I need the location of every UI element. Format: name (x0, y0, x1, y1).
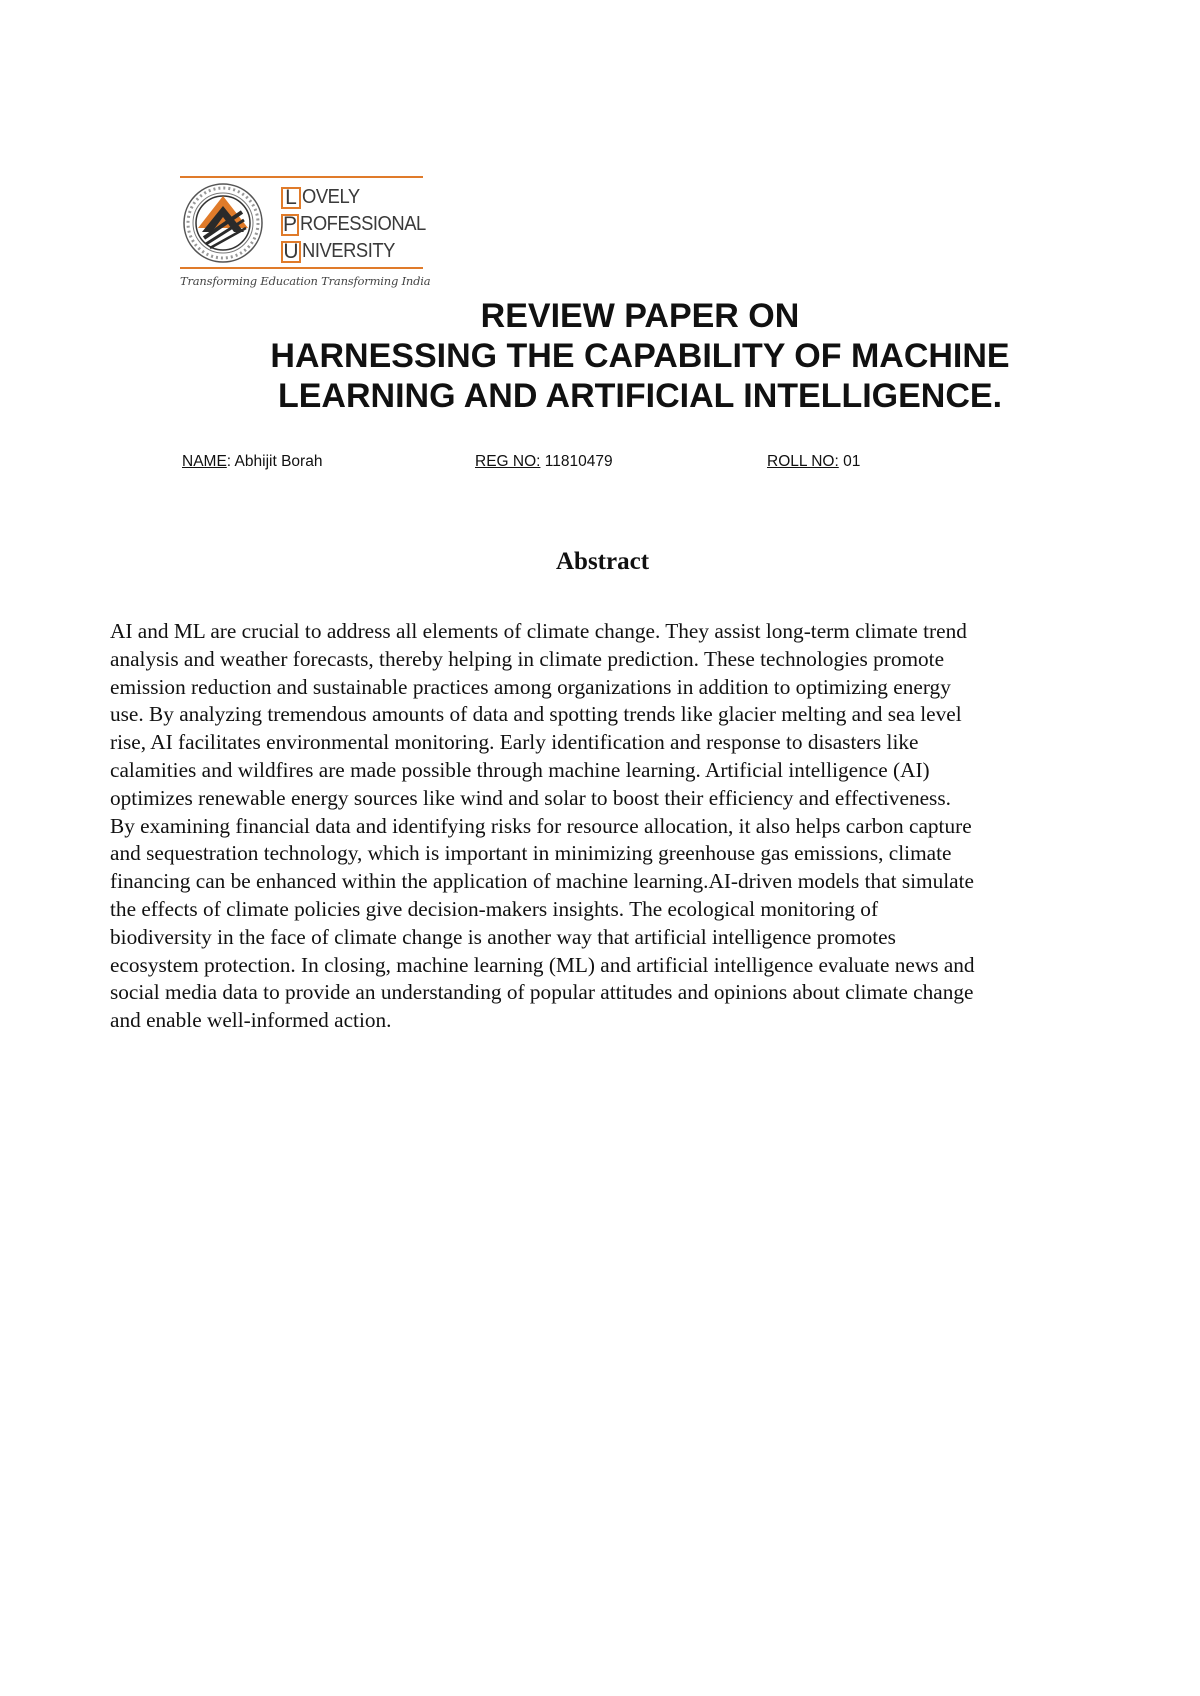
abstract-line: the effects of climate policies give decision-makers insights. The ecological monitoring of (110, 896, 879, 921)
name-value: : Abhijit Borah (226, 453, 323, 470)
reg-label: REG NO: (475, 453, 541, 470)
abstract-line: financing can be enhanced within the application of machine learning.AI-driven models that simulate (110, 869, 975, 894)
abstract-heading: Abstract (555, 548, 650, 575)
abstract-line: social media data to provide an understanding of popular attitudes and opinions about climate change (110, 980, 974, 1005)
title-line-2: HARNESSING THE CAPABILITY OF MACHINE (270, 337, 1010, 375)
abstract-line: use. By analyzing tremendous amounts of data and spotting trends like glacier melting and sea level (110, 702, 962, 727)
abstract-line: emission reduction and sustainable practices among organizations in addition to optimizing energy (110, 674, 951, 699)
roll-label: ROLL NO: (767, 453, 839, 470)
abstract-line: and sequestration technology, which is important in minimizing greenhouse gas emissions, climate (110, 841, 952, 866)
paper-title (100, 296, 1180, 416)
abstract-line: analysis and weather forecasts, thereby helping in climate prediction. These technologies promote (110, 646, 945, 671)
logo-top-rule (180, 176, 423, 178)
roll-number (767, 453, 860, 471)
abstract-line: and enable well-informed action. (110, 1008, 392, 1033)
logo-word-niversity: NIVERSITY (302, 240, 395, 262)
logo-row-university (281, 238, 423, 265)
logo-letter-u: U (281, 241, 301, 263)
logo-bottom-rule (180, 267, 423, 269)
abstract-line: optimizes renewable energy sources like wind and solar to boost their efficiency and effectiveness. (110, 785, 951, 810)
author-name (182, 453, 322, 471)
abstract-line: By examining financial data and identifying risks for resource allocation, it also helps carbon capture (110, 813, 972, 838)
logo-row-lovely (281, 184, 423, 211)
abstract-line: AI and ML are crucial to address all elements of climate change. They assist long-term climate trend (110, 619, 967, 643)
registration-number (475, 453, 613, 471)
name-label: NAME (182, 453, 227, 470)
title-line-1: REVIEW PAPER ON (480, 297, 800, 335)
abstract-line: ecosystem protection. In closing, machine learning (ML) and artificial intelligence evaluate news and (110, 952, 975, 977)
university-seal-icon (182, 182, 264, 264)
roll-value: 01 (838, 453, 861, 470)
reg-value: 11810479 (540, 453, 613, 470)
logo-word-ovely: OVELY (302, 186, 360, 208)
abstract-line: calamities and wildfires are made possible through machine learning. Artificial intelligence (AI) (110, 757, 930, 782)
logo-letter-l: L (281, 187, 301, 209)
abstract-line: biodiversity in the face of climate change is another way that artificial intelligence promotes (110, 924, 896, 949)
university-logo (180, 176, 431, 294)
title-line-3: LEARNING AND ARTIFICIAL INTELLIGENCE. (277, 377, 1003, 415)
logo-row-professional (281, 211, 426, 238)
logo-letter-p: P (283, 212, 298, 236)
abstract-body (110, 618, 1100, 1035)
logo-tagline: Transforming Education Transforming India (180, 274, 431, 288)
abstract-line: rise, AI facilitates environmental monitoring. Early identification and response to disasters like (110, 730, 919, 755)
logo-word-rofessional: ROFESSIONAL (300, 213, 426, 235)
